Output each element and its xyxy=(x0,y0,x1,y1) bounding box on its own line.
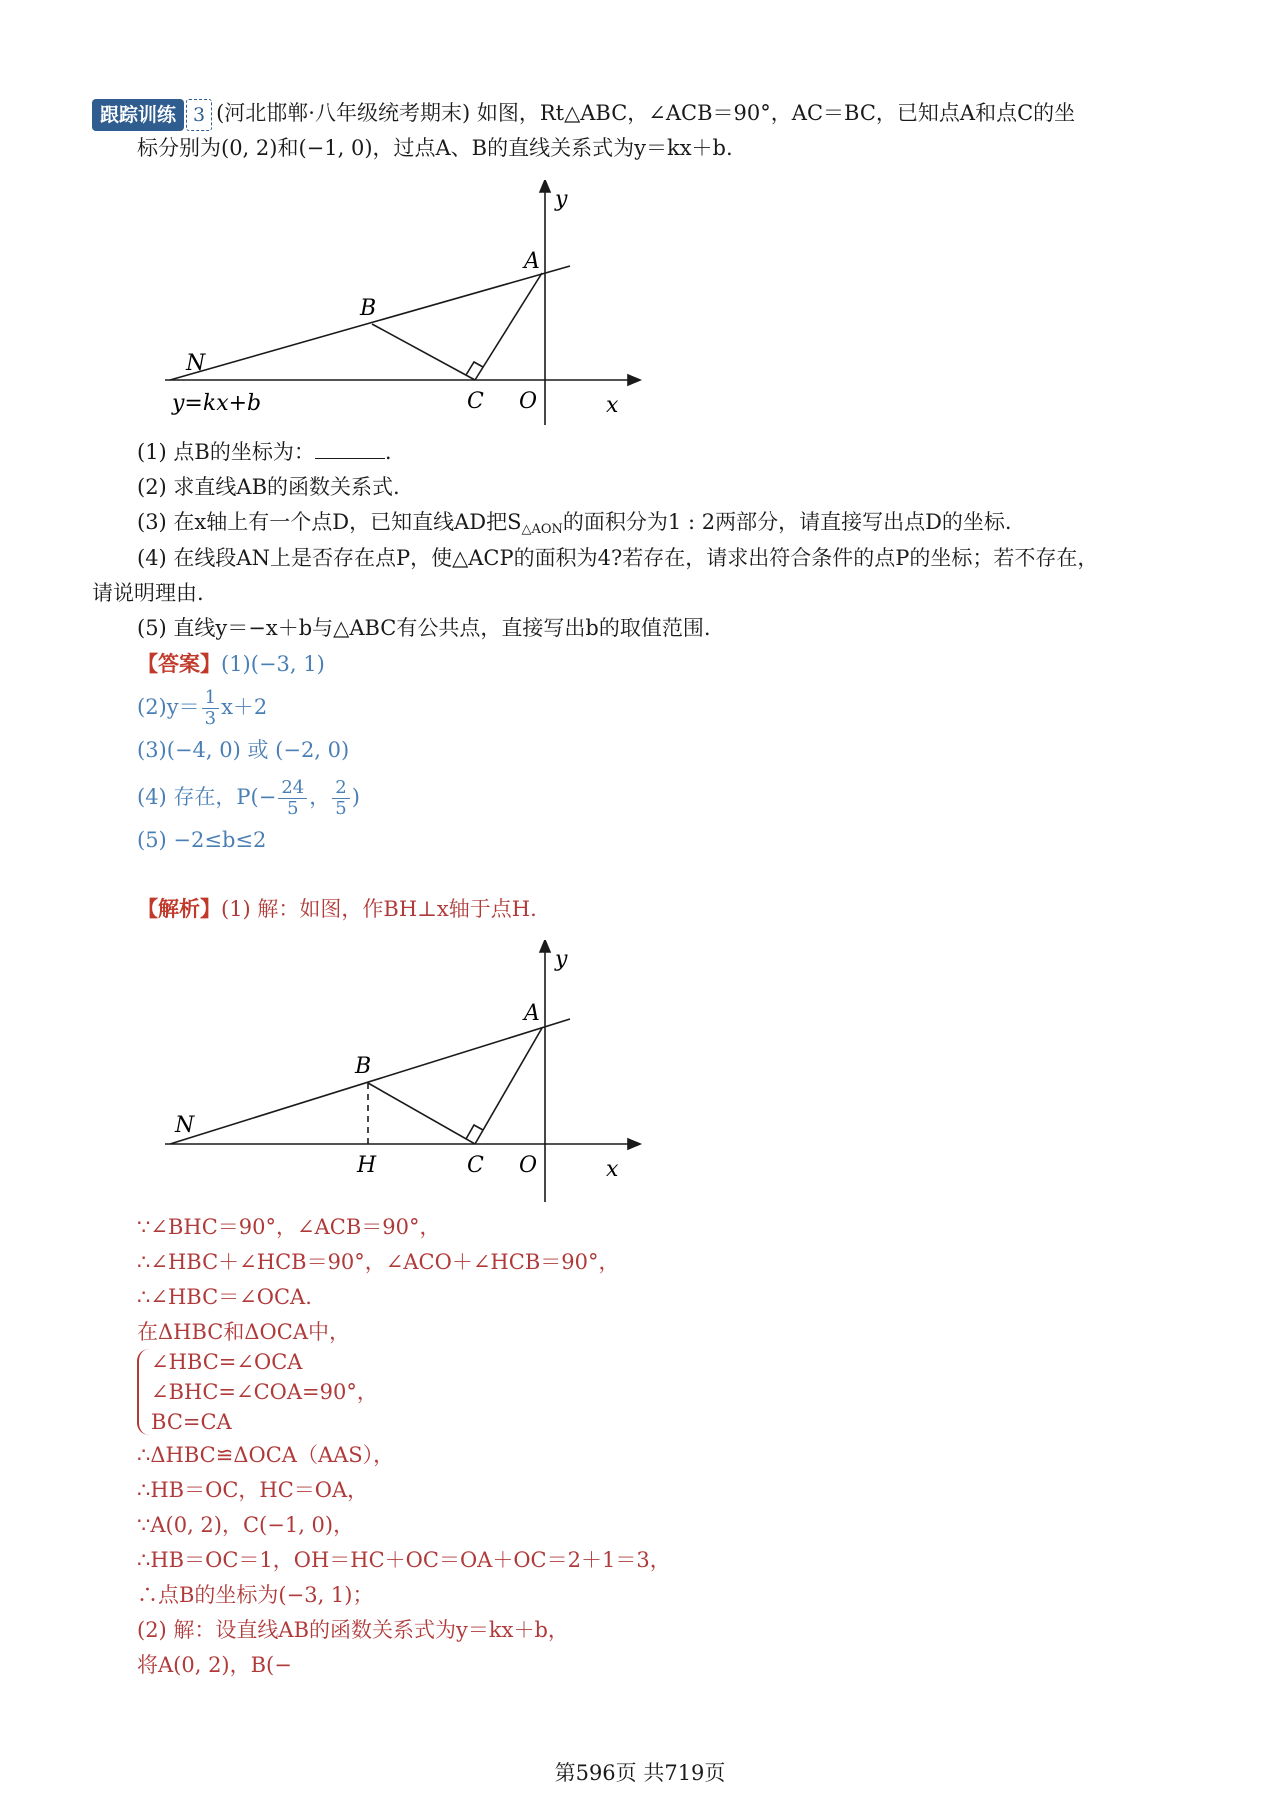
answer-2 xyxy=(137,688,267,729)
condition-2: ∠BHC=∠COA=90°， xyxy=(151,1380,378,1404)
question-2: (2) 求直线AB的函数关系式. xyxy=(137,475,400,499)
answer-5: (5) −2≤b≤2 xyxy=(137,828,267,852)
x-axis-arrow xyxy=(628,375,640,385)
brace xyxy=(137,1349,149,1435)
label-x: x xyxy=(606,393,619,418)
answer-4-prefix: (4) 存在，P(− xyxy=(137,785,277,809)
solution-step-6: ∴HB＝OC，HC＝OA， xyxy=(137,1478,369,1502)
answer-4-separator: ， xyxy=(309,785,331,809)
label-y: y xyxy=(555,187,568,212)
segment-bc xyxy=(372,324,475,380)
question-4-line2: 请说明理由. xyxy=(92,581,204,605)
answer-4-numerator-1: 24 xyxy=(278,778,307,799)
analysis-intro-text: (1) 解：如图，作BH⊥x轴于点H. xyxy=(221,897,537,921)
solution-step-1: ∵∠BHC＝90°，∠ACB＝90°， xyxy=(137,1215,441,1239)
problem-text-line2: 标分别为(0, 2)和(−1, 0)，过点A、B的直线关系式为y＝kx＋b. xyxy=(137,136,733,160)
answer-4-denominator-1: 5 xyxy=(287,798,299,819)
label-b: B xyxy=(355,1054,372,1079)
question-3-text-a: (3) 在x轴上有一个点D，已知直线AD把S xyxy=(137,510,522,534)
answer-4-numerator-2: 2 xyxy=(332,778,349,799)
page-footer: 第596页 共719页 xyxy=(554,1761,726,1785)
right-angle-mark xyxy=(466,1125,483,1139)
label-a: A xyxy=(524,249,540,274)
problem-text-line1: (河北邯郸·八年级统考期末) 如图，Rt△ABC，∠ACB＝90°，AC＝BC，已知点A和点C的坐 xyxy=(216,101,1076,125)
problem-header xyxy=(92,98,1075,131)
label-o: O xyxy=(519,1153,538,1178)
question-3-text-b: 的面积分为1 : 2两部分，请直接写出点D的坐标. xyxy=(562,510,1012,534)
right-angle-mark xyxy=(466,362,483,375)
solution-step-9: ∴点B的坐标为(−3, 1)； xyxy=(137,1583,374,1607)
label-c: C xyxy=(467,389,484,414)
label-y: y xyxy=(555,947,568,972)
answer-4-denominator-2: 5 xyxy=(335,798,347,819)
label-line-equation: y=kx+b xyxy=(172,391,262,416)
label-x: x xyxy=(606,1157,619,1182)
solution-step-2: ∴∠HBC＋∠HCB＝90°，∠ACO＋∠HCB＝90°， xyxy=(137,1250,620,1274)
line-ab xyxy=(170,1019,570,1144)
answer-4 xyxy=(137,778,360,819)
answer-4-fraction-1 xyxy=(278,778,307,819)
y-axis-arrow xyxy=(540,940,550,952)
answer-1 xyxy=(137,649,325,679)
answer-blank xyxy=(315,440,385,459)
label-n: N xyxy=(186,351,206,376)
answer-2-prefix: (2)y＝ xyxy=(137,695,200,719)
segment-bc xyxy=(368,1083,475,1144)
question-3 xyxy=(137,507,1012,545)
analysis-tag: 【解析】 xyxy=(137,896,221,921)
question-4-line1: (4) 在线段AN上是否存在点P，使△ACP的面积为4?若存在，请求出符合条件的点P的坐标；若不存在， xyxy=(137,546,1099,570)
answer-3: (3)(−4, 0) 或 (−2, 0) xyxy=(137,738,350,762)
question-1-text: (1) 点B的坐标为： xyxy=(137,440,315,464)
answer-4-fraction-2 xyxy=(332,778,349,819)
question-5: (5) 直线y＝−x＋b与△ABC有公共点，直接写出b的取值范围. xyxy=(137,616,711,640)
label-n: N xyxy=(175,1113,195,1138)
solution-step-10: (2) 解：设直线AB的函数关系式为y＝kx＋b， xyxy=(137,1618,569,1642)
segment-ca xyxy=(475,273,542,380)
problem-number: 3 xyxy=(186,99,212,131)
answer-2-numerator: 1 xyxy=(202,688,219,709)
solution-step-11: 将A(0, 2)，B(− xyxy=(137,1653,292,1677)
label-a: A xyxy=(524,1001,540,1026)
question-1 xyxy=(137,437,392,467)
answer-1-text: (1)(−3, 1) xyxy=(221,652,325,676)
label-o: O xyxy=(519,389,538,414)
solution-step-3: ∴∠HBC＝∠OCA. xyxy=(137,1285,312,1309)
answer-2-denominator: 3 xyxy=(204,708,217,729)
label-h: H xyxy=(357,1153,377,1178)
label-b: B xyxy=(360,296,377,321)
answer-2-suffix: x＋2 xyxy=(221,695,268,719)
answer-tag: 【答案】 xyxy=(137,651,221,676)
solution-step-8: ∴HB＝OC＝1，OH＝HC＋OC＝OA＋OC＝2＋1＝3， xyxy=(137,1548,671,1572)
practice-badge: 跟踪训练 xyxy=(92,99,184,131)
label-c: C xyxy=(467,1153,484,1178)
figure-1 xyxy=(150,180,650,430)
analysis-intro xyxy=(137,894,537,924)
question-3-subscript: △AON xyxy=(521,522,563,537)
figure-2 xyxy=(150,940,650,1210)
solution-step-5: ∴ΔHBC≌ΔOCA（AAS）， xyxy=(137,1443,395,1467)
solution-step-7: ∵A(0, 2)，C(−1, 0)， xyxy=(137,1513,355,1537)
answer-2-fraction xyxy=(202,688,219,729)
answer-4-suffix: ) xyxy=(351,785,360,809)
y-axis-arrow xyxy=(540,180,550,192)
condition-3: BC=CA xyxy=(151,1410,232,1434)
condition-1: ∠HBC=∠OCA xyxy=(151,1350,303,1374)
question-1-period: . xyxy=(384,440,392,464)
solution-step-4: 在ΔHBC和ΔOCA中， xyxy=(137,1320,350,1344)
x-axis-arrow xyxy=(628,1139,640,1149)
